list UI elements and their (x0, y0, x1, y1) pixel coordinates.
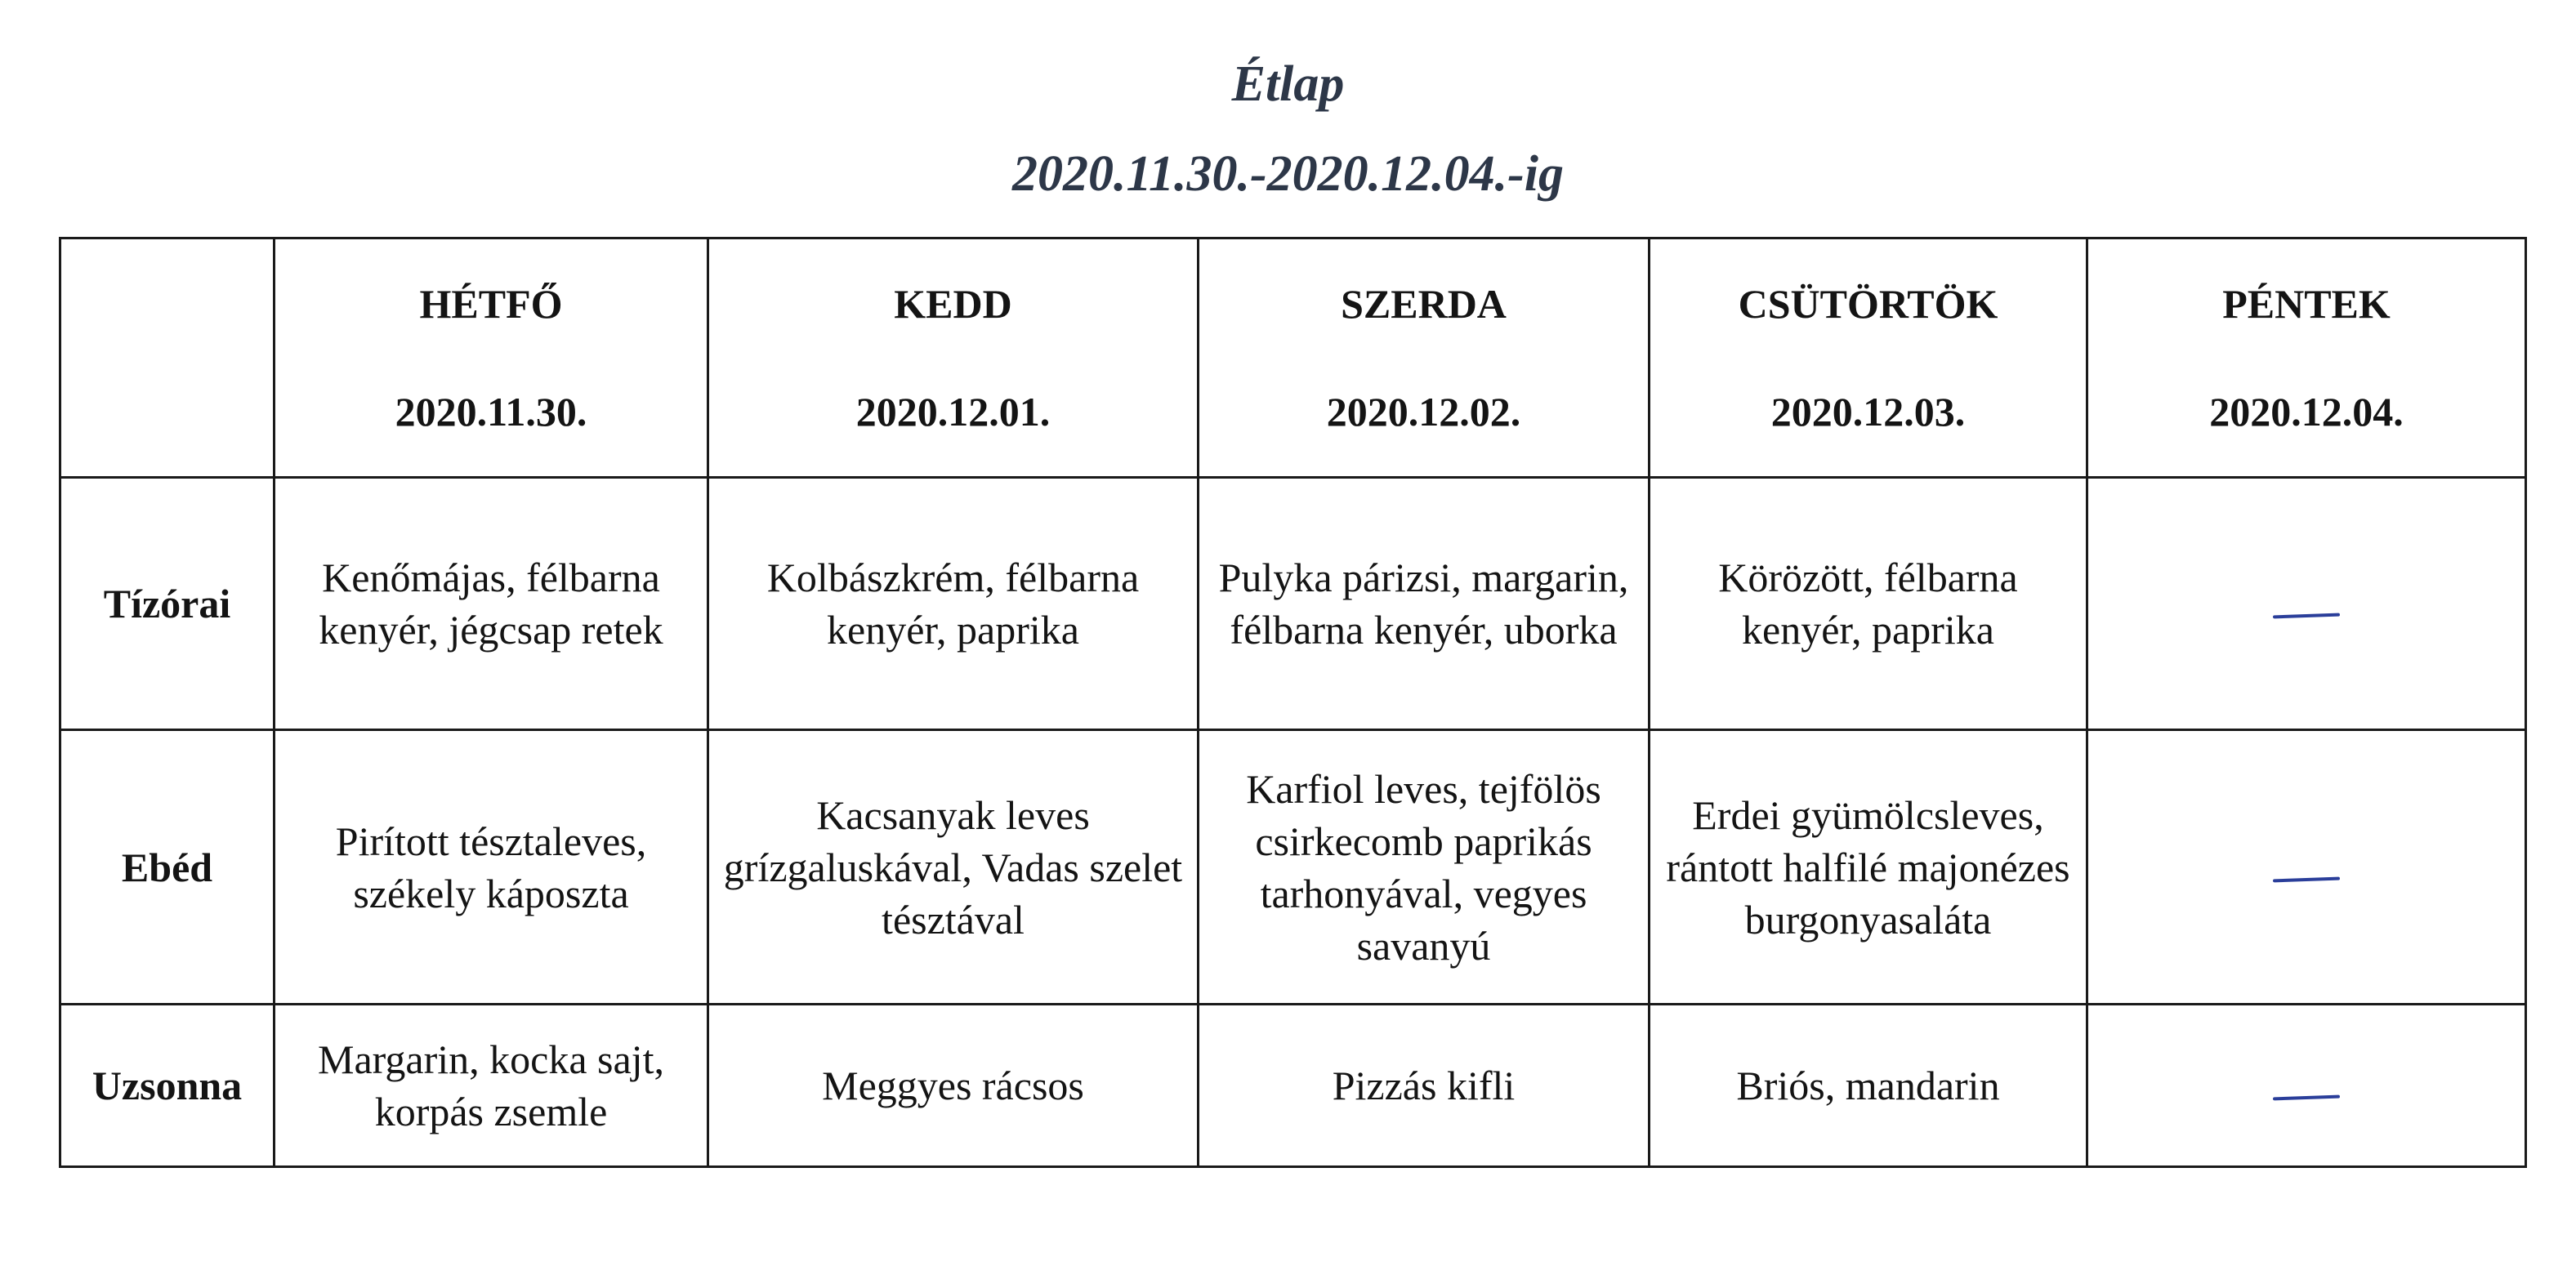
menu-cell (708, 1005, 1199, 1167)
day-date: 2020.12.01. (855, 389, 1051, 435)
handwritten-dash (2273, 876, 2340, 882)
menu-item: Karfiol leves, tejfölös csirkecomb paprikás tarhonyával, vegyes savanyú (1246, 765, 1601, 969)
day-name: KEDD (894, 281, 1012, 327)
meal-row-ebed (60, 730, 2526, 1005)
menu-item: Kacsanyak leves grízgaluskával, Vadas szelet tésztával (723, 791, 1183, 943)
day-header-wednesday (1199, 238, 1650, 478)
day-name: HÉTFŐ (419, 281, 563, 327)
header-row (60, 238, 2526, 478)
day-name: SZERDA (1341, 281, 1507, 327)
meal-label: Tízórai (60, 478, 275, 730)
meal-label: Uzsonna (60, 1005, 275, 1167)
menu-item: Kolbászkrém, félbarna kenyér, paprika (766, 555, 1140, 653)
menu-cell (275, 478, 708, 730)
day-header-tuesday (708, 238, 1199, 478)
meal-row-uzsonna (60, 1005, 2526, 1167)
menu-cell (2087, 478, 2526, 730)
day-date: 2020.12.03. (1770, 389, 1966, 435)
handwritten-dash (2273, 613, 2340, 619)
meal-label: Ebéd (60, 730, 275, 1005)
menu-cell (708, 730, 1199, 1005)
menu-item: Briós, mandarin (1736, 1063, 2000, 1108)
day-date: 2020.12.02. (1326, 389, 1521, 435)
menu-cell (2087, 730, 2526, 1005)
menu-cell (2087, 1005, 2526, 1167)
menu-cell (275, 1005, 708, 1167)
menu-cell (1199, 478, 1650, 730)
handwritten-dash (2273, 1095, 2340, 1101)
menu-item: Meggyes rácsos (822, 1063, 1084, 1108)
meal-row-tizorai (60, 478, 2526, 730)
day-date: 2020.12.04. (2209, 389, 2404, 435)
menu-cell (1199, 730, 1650, 1005)
menu-item: Erdei gyümölcsleves, rántott halfilé majonézes burgonyasaláta (1666, 791, 2070, 943)
day-header-thursday (1650, 238, 2087, 478)
menu-item: Pulyka párizsi, margarin, félbarna kenyér, uborka (1218, 555, 1629, 653)
page-title: Étlap (1231, 56, 1345, 112)
menu-item: Pirított tésztaleves, székely káposzta (335, 818, 647, 916)
day-name: CSÜTÖRTÖK (1738, 281, 1998, 327)
day-date: 2020.11.30. (395, 389, 587, 435)
menu-cell (1650, 730, 2087, 1005)
menu-cell (708, 478, 1199, 730)
menu-table (59, 237, 2527, 1168)
menu-item: Kenőmájas, félbarna kenyér, jégcsap retek (319, 555, 663, 653)
corner-cell (60, 238, 275, 478)
menu-item: Körözött, félbarna kenyér, paprika (1718, 555, 2018, 653)
menu-item: Pizzás kifli (1332, 1063, 1516, 1108)
menu-cell (1650, 478, 2087, 730)
menu-cell (1199, 1005, 1650, 1167)
menu-period: 2020.11.30.-2020.12.04.-ig (1011, 146, 1565, 202)
day-header-friday (2087, 238, 2526, 478)
day-name: PÉNTEK (2222, 281, 2391, 327)
menu-cell (1650, 1005, 2087, 1167)
menu-cell (275, 730, 708, 1005)
day-header-monday (275, 238, 708, 478)
menu-item: Margarin, kocka sajt, korpás zsemle (318, 1036, 664, 1134)
